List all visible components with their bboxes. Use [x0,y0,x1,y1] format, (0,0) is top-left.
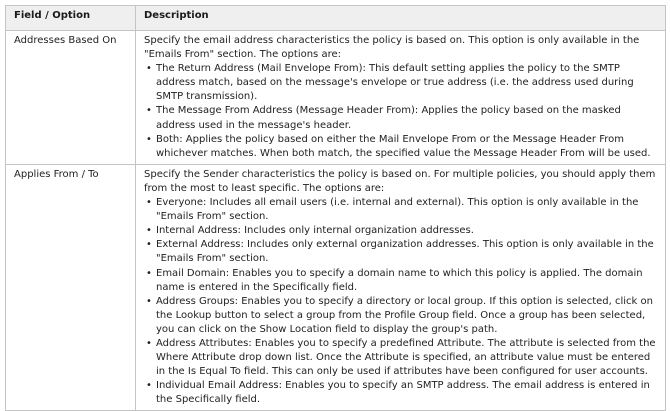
description-cell [136,164,666,411]
bullet-icon: • [146,197,152,209]
table-header-row [6,6,666,31]
list-item [146,104,659,132]
list-item [146,133,659,161]
list-item [146,379,659,407]
list-item-text: Email Domain: Enables you to specify a domain name to which this policy is applied. The domain name is entered in the Specifically field. [156,267,643,293]
list-item-text: Individual Email Address: Enables you to specify an SMTP address. The email address is entered in the Specifically field. [156,380,650,406]
field-name-cell: Applies From / To [6,164,136,411]
list-item-text: The Message From Address (Message Header From): Applies the policy based on the masked address used in the message's header. [156,105,621,131]
list-item-text: The Return Address (Mail Envelope From): This default setting applies the policy to the SMTP address match, based on the message's envelope or true address (i.e. the address used during SMTP transmission). [156,63,634,103]
bullet-icon: • [146,63,152,75]
bullet-icon: • [146,133,152,145]
list-item-text: Address Attributes: Enables you to specify a predefined Attribute. The attribute is selected from the Where Attribute drop down list. Once the Attribute is specified, an attribute value must be entered in the Is Equal To field. This can only be used if attributes have been configured for user accounts. [156,337,656,378]
list-item [146,62,659,104]
description-cell [136,31,666,165]
options-list [144,62,659,161]
bullet-icon: • [146,295,152,307]
list-item [146,224,659,238]
table-row [6,31,666,165]
bullet-icon: • [146,380,152,392]
list-item [146,267,659,295]
list-item [146,295,659,337]
list-item [146,196,659,224]
bullet-icon: • [146,105,152,117]
description-intro: Specify the email address characteristics the policy is based on. This option is only available in the "Emails From" section. The options are: [144,35,640,61]
bullet-icon: • [146,225,152,237]
field-name-cell: Addresses Based On [6,31,136,165]
header-description: Description [136,6,666,31]
bullet-icon: • [146,239,152,251]
description-intro: Specify the Sender characteristics the policy is based on. For multiple policies, you should apply them from the most to least specific. The options are: [144,168,656,194]
list-item-text: Everyone: Includes all email users (i.e. internal and external). This option is only available in the "Emails From" section. [156,197,639,223]
options-list [144,196,659,407]
bullet-icon: • [146,267,152,279]
list-item [146,337,659,379]
options-table [5,5,666,411]
list-item [146,238,659,266]
header-field-option: Field / Option [6,6,136,31]
table-row [6,164,666,411]
list-item-text: Both: Applies the policy based on either the Mail Envelope From or the Message Header From whichever matches. When both match, the specified value the Message Header From will be used. [156,133,651,159]
list-item-text: External Address: Includes only external organization addresses. This option is only available in the "Emails From" section. [156,239,654,265]
list-item-text: Internal Address: Includes only internal organization addresses. [156,225,474,237]
list-item-text: Address Groups: Enables you to specify a directory or local group. If this option is selected, click on the Lookup button to select a group from the Profile Group field. Once a group has been selected, you can click on the Show Location field to display the group's path. [156,295,653,335]
bullet-icon: • [146,337,152,349]
